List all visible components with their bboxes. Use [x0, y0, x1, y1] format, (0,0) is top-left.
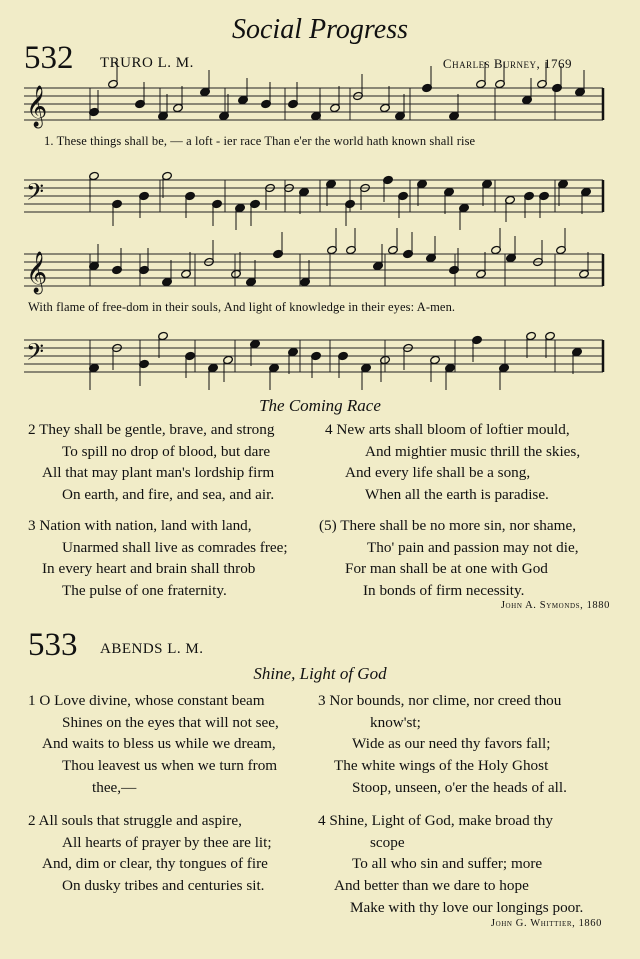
- verse-line: The white wings of the Holy Ghost: [334, 757, 549, 775]
- verse-line: In bonds of firm necessity.: [363, 582, 525, 600]
- verse-line: In every heart and brain shall throb: [42, 560, 256, 578]
- verse-line: When all the earth is paradise.: [365, 486, 549, 504]
- hymn-533-tune: ABENDS L. M.: [100, 641, 204, 657]
- verse-line: Wide as our need thy favors fall;: [352, 735, 551, 753]
- verse-line: (5) There shall be no more sin, nor shame,: [319, 517, 576, 534]
- verse-line: To spill no drop of blood, but dare: [62, 442, 271, 460]
- verse-line: All hearts of prayer by thee are lit;: [62, 833, 272, 851]
- verse-line: thee,—: [92, 778, 137, 796]
- hymn-532-verse-4: [325, 419, 580, 506]
- verse-line: 3 Nor bounds, nor clime, nor creed thou: [318, 692, 562, 709]
- verse-line: 4 Shine, Light of God, make broad thy: [318, 812, 553, 829]
- verse-line: Make with thy love our longings poor.: [350, 898, 584, 916]
- hymn-533-verse-4: [318, 810, 583, 918]
- hymn-532-author: John A. Symonds, 1880: [500, 600, 610, 611]
- verse-line: On dusky tribes and centuries sit.: [62, 877, 265, 895]
- verse-line: 4 New arts shall bloom of loftier mould,: [325, 421, 570, 438]
- hymn-532-composer: Charles Burney, 1769: [442, 56, 572, 71]
- verse-line: And mightier music thrill the skies,: [365, 442, 581, 460]
- verse-line: Thou leavest us when we turn from: [62, 757, 278, 775]
- hymn-533-verse-2: [28, 810, 272, 897]
- hymn-533-number: 533: [28, 627, 78, 663]
- hymn-532-title: The Coming Race: [259, 396, 381, 415]
- hymn-532-verse-3: [28, 515, 288, 602]
- verse-line: know'st;: [370, 713, 421, 731]
- verse-line: Tho' pain and passion may not die,: [367, 538, 579, 556]
- verse-line: Unarmed shall live as comrades free;: [62, 538, 288, 556]
- verse-line: And, dim or clear, thy tongues of fire: [42, 855, 268, 873]
- hymn-533-verse-3: [318, 690, 567, 798]
- page-title: Social Progress: [231, 14, 409, 45]
- verse-line: Stoop, unseen, o'er the heads of all.: [352, 778, 567, 796]
- verse-line: And waits to bless us while we dream,: [42, 735, 276, 753]
- verse-line: To all who sin and suffer; more: [352, 855, 543, 873]
- treble-clef-icon: 𝄞: [26, 86, 48, 126]
- verse-line: On earth, and fire, and sea, and air.: [62, 486, 275, 504]
- verse-line: And better than we dare to hope: [334, 877, 529, 895]
- hymn-532-verse-5: [319, 515, 579, 602]
- bass-clef-icon: 𝄢: [26, 340, 45, 371]
- treble-clef-icon: 𝄞: [26, 252, 48, 292]
- verse-line: 2 They shall be gentle, brave, and strong: [28, 421, 275, 438]
- hymn-532-lyrics-line-1: 1. These things shall be, — a loft - ier race Than e'er the world hath known shall rise: [44, 134, 476, 148]
- verse-line: The pulse of one fraternity.: [62, 582, 227, 600]
- hymn-532-score: [0, 0, 640, 400]
- verse-line: scope: [370, 833, 405, 851]
- verse-line: Shines on the eyes that will not see,: [62, 713, 279, 731]
- hymn-532-number: 532: [24, 40, 74, 76]
- verse-line: And every life shall be a song,: [345, 464, 531, 482]
- verse-line: All that may plant man's lordship firm: [42, 464, 275, 482]
- hymn-533-author: John G. Whittier, 1860: [490, 918, 602, 929]
- bass-clef-icon: 𝄢: [26, 180, 45, 211]
- hymn-533-verse-1: [28, 690, 279, 798]
- hymn-532-lyrics-line-2: With flame of free-dom in their souls, And light of knowledge in their eyes: A-men.: [28, 300, 456, 314]
- hymn-533-title: Shine, Light of God: [253, 664, 387, 683]
- verse-line: For man shall be at one with God: [345, 560, 548, 578]
- verse-line: 3 Nation with nation, land with land,: [28, 517, 252, 534]
- verse-line: 1 O Love divine, whose constant beam: [28, 692, 265, 709]
- hymn-532-verse-2: [28, 419, 274, 506]
- verse-line: 2 All souls that struggle and aspire,: [28, 812, 242, 829]
- hymn-532-tune: TRURO L. M.: [100, 55, 194, 71]
